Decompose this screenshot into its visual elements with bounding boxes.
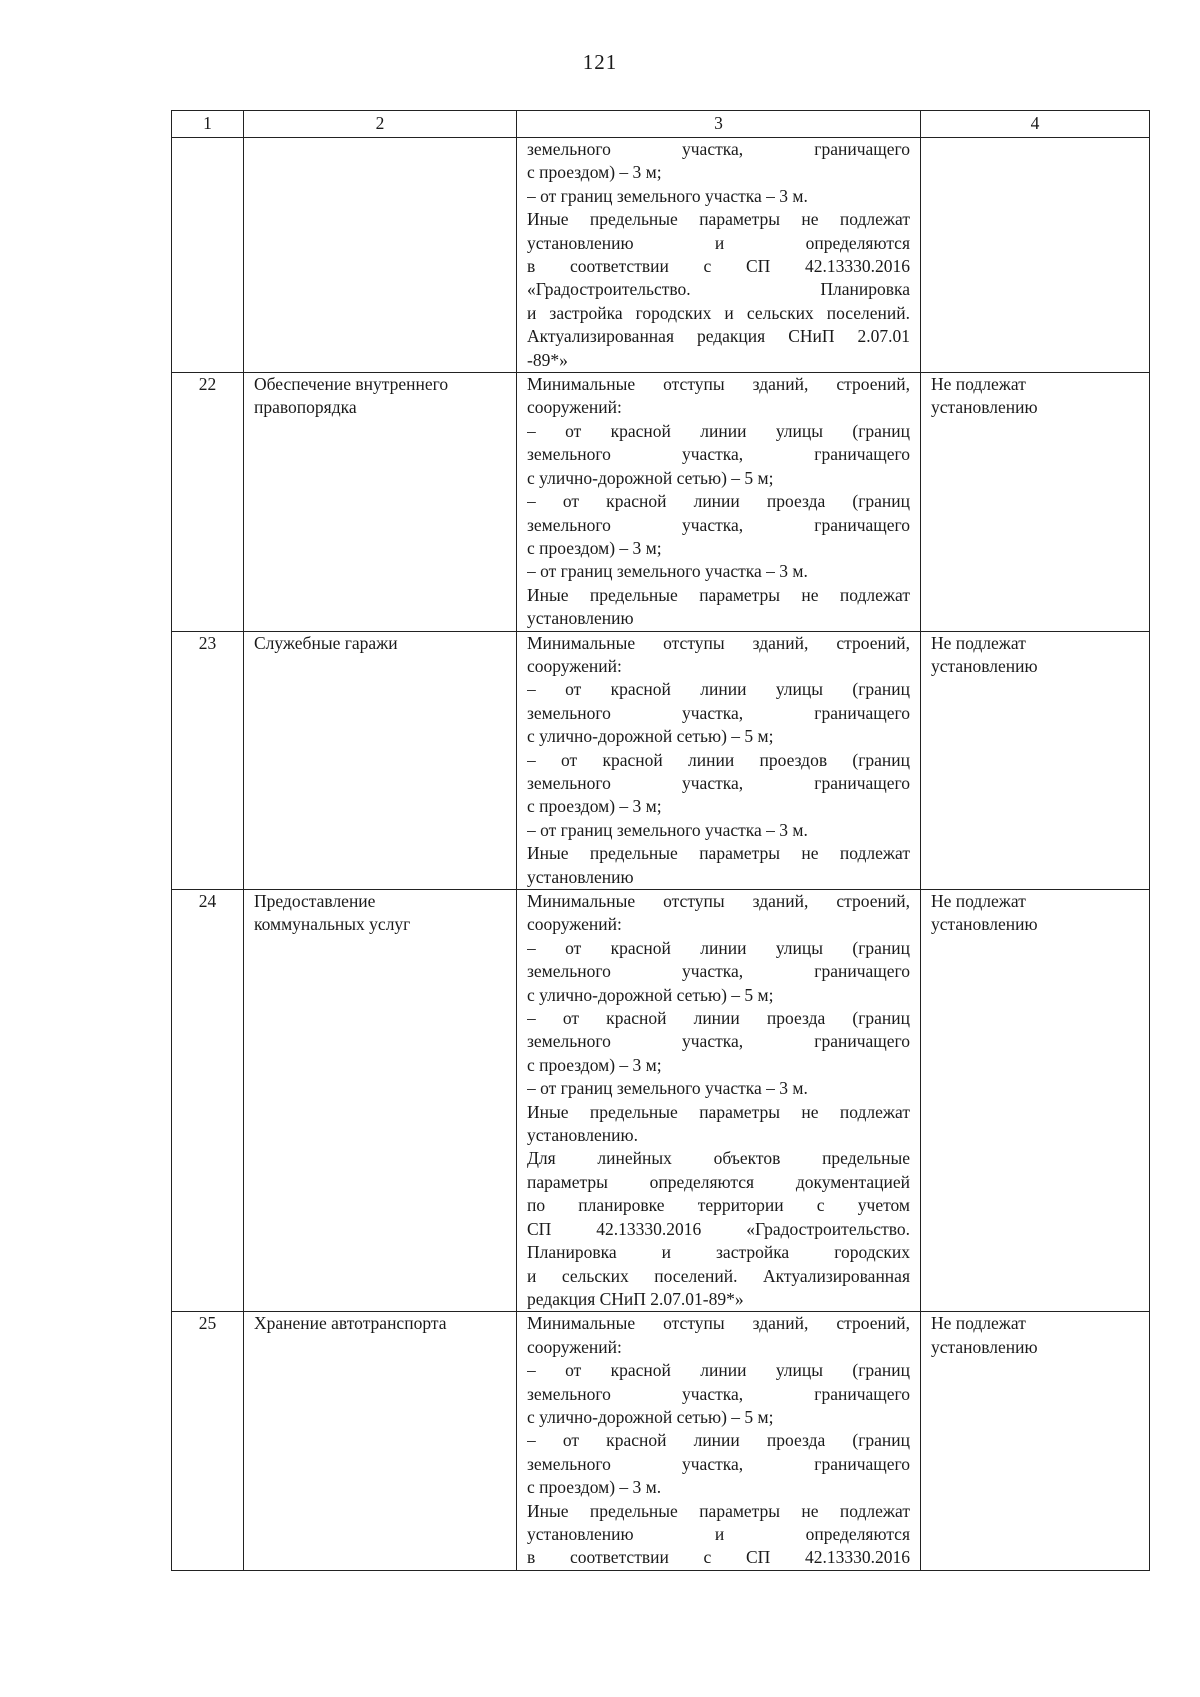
regulations-table bbox=[171, 110, 1150, 1571]
status-line: установлению bbox=[931, 914, 1038, 935]
limit-parameters-line: земельного участка, граничащего bbox=[527, 702, 910, 723]
status-cell bbox=[921, 631, 1150, 889]
limit-parameters-line: «Градостроительство. Планировка bbox=[527, 279, 910, 300]
status-cell bbox=[921, 373, 1150, 631]
limit-parameters-line: параметры определяются документацией bbox=[527, 1171, 910, 1192]
limit-parameters-line: установлению и определяются bbox=[527, 1523, 910, 1544]
limit-parameters-line: Актуализированная редакция СНиП 2.07.01 bbox=[527, 326, 910, 347]
table-body bbox=[172, 111, 1150, 1571]
limit-parameters-line: установлению и определяются bbox=[527, 232, 910, 253]
limit-parameters-line: и сельских поселений. Актуализированная bbox=[527, 1265, 910, 1286]
limit-parameters-line: – от красной линии проезда (границ bbox=[527, 1008, 910, 1029]
limit-parameters-line: с улично-дорожной сетью) – 5 м; bbox=[527, 984, 774, 1005]
status-line: Не подлежат bbox=[931, 891, 1026, 911]
limit-parameters-line: – от границ земельного участка – 3 м. bbox=[527, 1078, 808, 1099]
land-use-name bbox=[244, 373, 517, 631]
limit-parameters-line: – от красной линии улицы (границ bbox=[527, 937, 910, 958]
land-use-name bbox=[244, 1312, 517, 1570]
limit-parameters bbox=[517, 373, 921, 631]
header-cell-2: 2 bbox=[244, 111, 517, 138]
land-use-name-line: Обеспечение внутреннего bbox=[254, 374, 449, 395]
land-use-name-line: Служебные гаражи bbox=[254, 632, 398, 653]
limit-parameters-line: земельного участка, граничащего bbox=[527, 139, 910, 159]
limit-parameters-line: Иные предельные параметры не подлежат bbox=[527, 209, 910, 230]
limit-parameters-line: с проездом) – 3 м; bbox=[527, 537, 662, 558]
limit-parameters-line: редакция СНиП 2.07.01-89*» bbox=[527, 1288, 744, 1309]
table-row bbox=[172, 890, 1150, 1312]
limit-parameters-line: с улично-дорожной сетью) – 5 м; bbox=[527, 467, 774, 488]
land-use-name-line: Хранение автотранспорта bbox=[254, 1313, 447, 1334]
limit-parameters-line: Для линейных объектов предельные bbox=[527, 1148, 910, 1169]
limit-parameters-line: с улично-дорожной сетью) – 5 м; bbox=[527, 726, 774, 747]
status-line: установлению bbox=[931, 1336, 1038, 1357]
limit-parameters-line: сооружений: bbox=[527, 914, 622, 935]
limit-parameters bbox=[517, 1312, 921, 1570]
limit-parameters-line: сооружений: bbox=[527, 1336, 622, 1357]
limit-parameters-line: Минимальные отступы зданий, строений, bbox=[527, 891, 910, 911]
limit-parameters-line: Иные предельные параметры не подлежат bbox=[527, 1500, 910, 1521]
land-use-name bbox=[244, 890, 517, 1312]
limit-parameters-line: в соответствии с СП 42.13330.2016 bbox=[527, 1547, 910, 1568]
row-number: 23 bbox=[172, 631, 244, 889]
limit-parameters-line: с проездом) – 3 м; bbox=[527, 1054, 662, 1075]
status-cell bbox=[921, 1312, 1150, 1570]
status-line: Не подлежат bbox=[931, 374, 1026, 395]
limit-parameters-line: земельного участка, граничащего bbox=[527, 444, 910, 465]
limit-parameters-line: Минимальные отступы зданий, строений, bbox=[527, 632, 910, 653]
limit-parameters-line: в соответствии с СП 42.13330.2016 bbox=[527, 256, 910, 277]
status-line: установлению bbox=[931, 397, 1038, 418]
limit-parameters-line: земельного участка, граничащего bbox=[527, 1031, 910, 1052]
row-number bbox=[172, 138, 244, 373]
limit-parameters-line: Иные предельные параметры не подлежат bbox=[527, 1101, 910, 1122]
limit-parameters-line: земельного участка, граничащего bbox=[527, 961, 910, 982]
limit-parameters-line: сооружений: bbox=[527, 655, 622, 676]
limit-parameters-line: Минимальные отступы зданий, строений, bbox=[527, 374, 910, 395]
limit-parameters bbox=[517, 890, 921, 1312]
limit-parameters-line: с улично-дорожной сетью) – 5 м; bbox=[527, 1406, 774, 1427]
status-line: Не подлежат bbox=[931, 1313, 1026, 1334]
limit-parameters-line: – от красной линии улицы (границ bbox=[527, 679, 910, 700]
limit-parameters-line: сооружений: bbox=[527, 397, 622, 418]
limit-parameters-line: – от границ земельного участка – 3 м. bbox=[527, 185, 808, 206]
limit-parameters-line: по планировке территории с учетом bbox=[527, 1195, 910, 1216]
limit-parameters-line: земельного участка, граничащего bbox=[527, 772, 910, 793]
limit-parameters-line: земельного участка, граничащего bbox=[527, 1383, 910, 1404]
limit-parameters-line: Минимальные отступы зданий, строений, bbox=[527, 1313, 910, 1334]
limit-parameters bbox=[517, 631, 921, 889]
limit-parameters-line: – от границ земельного участка – 3 м. bbox=[527, 819, 808, 840]
row-number: 25 bbox=[172, 1312, 244, 1570]
limit-parameters-line: Планировка и застройка городских bbox=[527, 1242, 910, 1263]
table-row bbox=[172, 631, 1150, 889]
land-use-name-line: правопорядка bbox=[254, 397, 357, 418]
limit-parameters-line: установлению bbox=[527, 608, 634, 629]
limit-parameters-line: – от красной линии проездов (границ bbox=[527, 749, 910, 770]
limit-parameters-line: – от красной линии улицы (границ bbox=[527, 1360, 910, 1381]
header-cell-1: 1 bbox=[172, 111, 244, 138]
table-header-row bbox=[172, 111, 1150, 138]
limit-parameters-line: и застройка городских и сельских поселений. bbox=[527, 302, 910, 323]
table-row bbox=[172, 1312, 1150, 1570]
limit-parameters-line: – от красной линии улицы (границ bbox=[527, 420, 910, 441]
limit-parameters-line: -89*» bbox=[527, 349, 568, 370]
header-cell-4: 4 bbox=[921, 111, 1150, 138]
limit-parameters-line: – от границ земельного участка – 3 м. bbox=[527, 561, 808, 582]
limit-parameters bbox=[517, 138, 921, 373]
limit-parameters-line: Иные предельные параметры не подлежат bbox=[527, 584, 910, 605]
limit-parameters-line: земельного участка, граничащего bbox=[527, 1453, 910, 1474]
status-line: Не подлежат bbox=[931, 632, 1026, 653]
land-use-name-line: коммунальных услуг bbox=[254, 914, 411, 935]
limit-parameters-line: с проездом) – 3 м. bbox=[527, 1477, 662, 1498]
limit-parameters-line: с проездом) – 3 м; bbox=[527, 162, 662, 183]
limit-parameters-line: установлению bbox=[527, 866, 634, 887]
table-row bbox=[172, 138, 1150, 373]
land-use-name bbox=[244, 138, 517, 373]
header-cell-3: 3 bbox=[517, 111, 921, 138]
status-cell bbox=[921, 890, 1150, 1312]
row-number: 22 bbox=[172, 373, 244, 631]
row-number: 24 bbox=[172, 890, 244, 1312]
limit-parameters-line: земельного участка, граничащего bbox=[527, 514, 910, 535]
limit-parameters-line: установлению. bbox=[527, 1125, 638, 1146]
status-line: установлению bbox=[931, 655, 1038, 676]
limit-parameters-line: Иные предельные параметры не подлежат bbox=[527, 843, 910, 864]
land-use-name bbox=[244, 631, 517, 889]
limit-parameters-line: – от красной линии проезда (границ bbox=[527, 1430, 910, 1451]
table-row bbox=[172, 373, 1150, 631]
limit-parameters-line: – от красной линии проезда (границ bbox=[527, 491, 910, 512]
limit-parameters-line: СП 42.13330.2016 «Градостроительство. bbox=[527, 1218, 910, 1239]
limit-parameters-line: с проездом) – 3 м; bbox=[527, 796, 662, 817]
page-number: 121 bbox=[582, 50, 618, 74]
land-use-name-line: Предоставление bbox=[254, 891, 376, 911]
status-cell bbox=[921, 138, 1150, 373]
